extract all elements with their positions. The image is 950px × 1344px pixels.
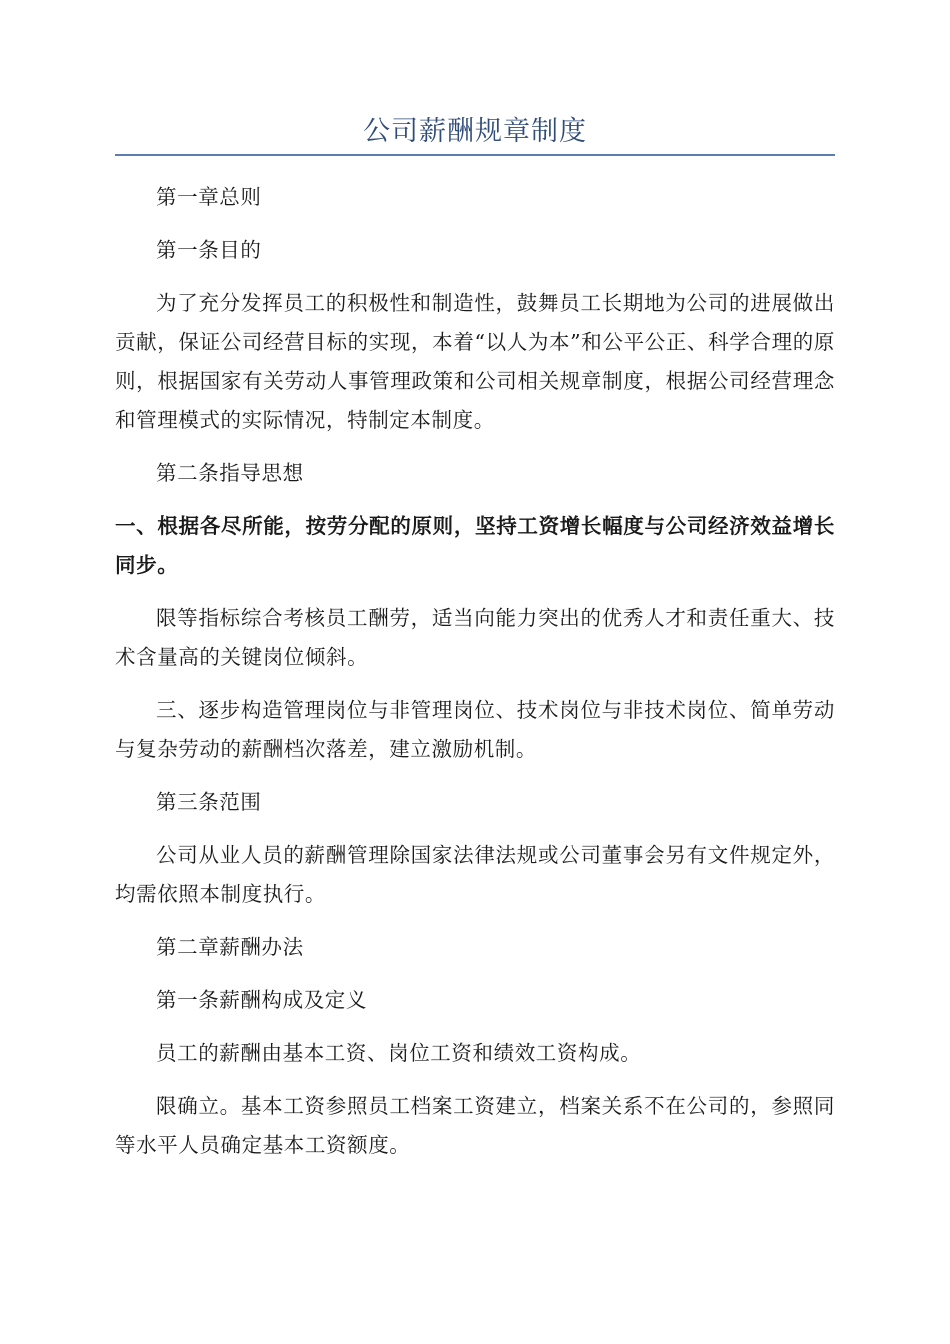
bold-principle-paragraph: 一、根据各尽所能，按劳分配的原则，坚持工资增长幅度与公司经济效益增长同步。 — [115, 514, 835, 577]
body-paragraph: 三、逐步构造管理岗位与非管理岗位、技术岗位与非技术岗位、简单劳动与复杂劳动的薪酬档次落差，建立激励机制。 — [115, 698, 835, 761]
article-heading: 第一条薪酬构成及定义 — [156, 988, 367, 1012]
body-paragraph: 限等指标综合考核员工酬劳，适当向能力突出的优秀人才和责任重大、技术含量高的关键岗位倾斜。 — [115, 606, 835, 669]
chapter-heading: 第二章薪酬办法 — [156, 935, 304, 959]
body-paragraph: 为了充分发挥员工的积极性和制造性，鼓舞员工长期地为公司的进展做出贡献，保证公司经营目标的实现，本着“以人为本”和公平公正、科学合理的原则，根据国家有关劳动人事管理政策和公司相关规章制度，根据公司经营理念和管理模式的实际情况，特制定本制度。 — [115, 291, 835, 432]
article-heading: 第三条范围 — [156, 790, 262, 814]
body-paragraph: 员工的薪酬由基本工资、岗位工资和绩效工资构成。 — [156, 1041, 642, 1065]
document-body — [115, 178, 835, 1165]
document-title: 公司薪酬规章制度 — [363, 116, 587, 147]
document-page — [115, 110, 835, 1179]
body-paragraph: 公司从业人员的薪酬管理除国家法律法规或公司董事会另有文件规定外，均需依照本制度执行。 — [115, 843, 835, 906]
article-heading: 第二条指导思想 — [156, 461, 304, 485]
chapter-heading: 第一章总则 — [156, 185, 262, 209]
article-heading: 第一条目的 — [156, 238, 262, 262]
body-paragraph: 限确立。基本工资参照员工档案工资建立，档案关系不在公司的，参照同等水平人员确定基本工资额度。 — [115, 1094, 835, 1157]
title-underline — [115, 154, 835, 156]
